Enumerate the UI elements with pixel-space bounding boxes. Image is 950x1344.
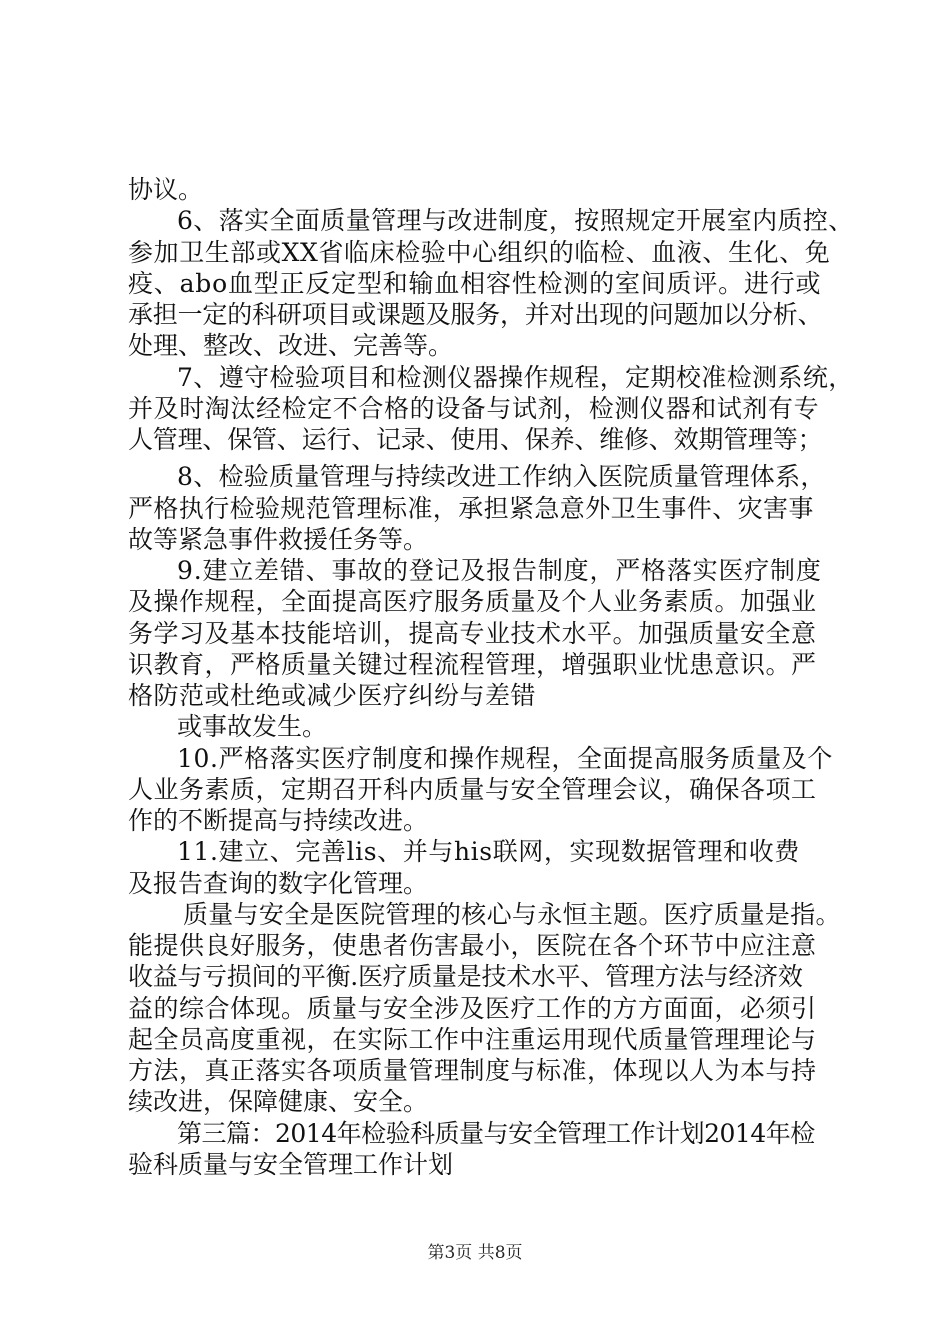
text-line: 并及时淘汰经检定不合格的设备与试剂，检测仪器和试剂有专 <box>128 394 820 423</box>
text-line: 能提供良好服务，使患者伤害最小，医院在各个环节中应注意 <box>128 931 817 960</box>
text-line: 人业务素质，定期召开科内质量与安全管理会议，确保各项工 <box>128 775 817 804</box>
text-line: 作的不断提高与持续改进。 <box>128 806 429 835</box>
text-line: 或事故发生。 <box>177 712 328 741</box>
text-line: 验科质量与安全管理工作计划 <box>128 1150 454 1179</box>
text-line: 收益与亏损间的平衡.医疗质量是技术水平、管理方法与经济效 <box>128 962 803 991</box>
text-line: 及操作规程，全面提高医疗服务质量及个人业务素质。加强业 <box>128 587 817 616</box>
text-line: 质量与安全是医院管理的核心与永恒主题。医疗质量是指。 <box>183 900 841 929</box>
text-line: 第三篇：2014年检验科质量与安全管理工作计划2014年检 <box>177 1119 815 1148</box>
text-line: 严格执行检验规范管理标准，承担紧急意外卫生事件、灾害事 <box>128 494 814 523</box>
text-line: 参加卫生部或XX省临床检验中心组织的临检、血液、生化、免 <box>128 238 831 267</box>
text-line: 疫、abo血型正反定型和输血相容性检测的室间质评。进行或 <box>128 269 822 298</box>
text-line: 起全员高度重视，在实际工作中注重运用现代质量管理理论与 <box>128 1025 817 1054</box>
text-line: 识教育，严格质量关键过程流程管理，增强职业忧患意识。严 <box>128 650 817 679</box>
text-line: 协议。 <box>128 175 204 204</box>
text-line: 处理、整改、改进、完善等。 <box>128 331 454 360</box>
text-line: 益的综合体现。质量与安全涉及医疗工作的方方面面，必须引 <box>128 994 817 1023</box>
text-line: 续改进，保障健康、安全。 <box>128 1087 429 1116</box>
text-line: 6、落实全面质量管理与改进制度，按照规定开展室内质控、 <box>177 206 854 235</box>
text-line: 格防范或杜绝或减少医疗纠纷与差错 <box>128 681 537 710</box>
text-line: 务学习及基本技能培训，提高专业技术水平。加强质量安全意 <box>128 619 817 648</box>
text-line: 10.严格落实医疗制度和操作规程，全面提高服务质量及个 <box>177 744 833 773</box>
text-line: 8、检验质量管理与持续改进工作纳入医院质量管理体系， <box>177 462 826 491</box>
text-line: 9.建立差错、事故的登记及报告制度，严格落实医疗制度 <box>177 556 822 585</box>
text-line: 及报告查询的数字化管理。 <box>128 869 429 898</box>
text-line: 承担一定的科研项目或课题及服务，并对出现的问题加以分析、 <box>128 300 823 329</box>
text-line: 7、遵守检验项目和检测仪器操作规程，定期校准检测系统， <box>177 363 854 392</box>
text-line: 人管理、保管、运行、记录、使用、保养、维修、效期管理等； <box>128 425 823 454</box>
text-line: 11.建立、完善lis、并与his联网，实现数据管理和收费 <box>177 837 800 866</box>
page-number-footer: 第3页 共8页 <box>427 1243 523 1263</box>
text-line: 方法，真正落实各项质量管理制度与标准，体现以人为本与持 <box>128 1056 817 1085</box>
text-line: 故等紧急事件救援任务等。 <box>128 525 429 554</box>
